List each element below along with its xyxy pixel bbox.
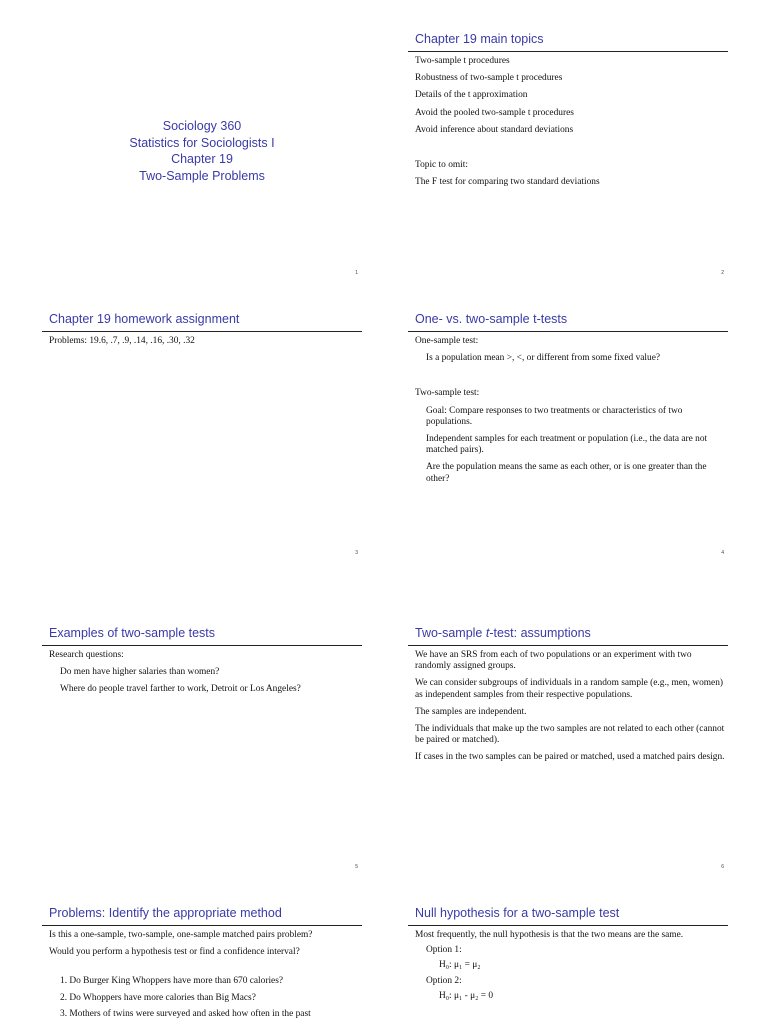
slide-body bbox=[408, 646, 728, 764]
slide-number: 1 bbox=[355, 270, 358, 276]
topic-item: Details of the t approximation bbox=[415, 90, 528, 101]
assumption-item: The samples are independent. bbox=[415, 706, 527, 717]
topic-item: Avoid inference about standard deviations bbox=[415, 124, 574, 135]
research-question: Do men have higher salaries than women? bbox=[60, 667, 220, 678]
option-label: Option 2: bbox=[426, 975, 462, 986]
problems-list: Problems: 19.6, .7, .9, .14, .16, .30, .32 bbox=[49, 336, 195, 346]
option-label: Option 1: bbox=[426, 945, 462, 956]
prompt-question: Is this a one-sample, two-sample, one-sample matched pairs problem? bbox=[49, 930, 313, 940]
slide-7 bbox=[42, 904, 362, 1034]
slide-title: Chapter 19 main topics bbox=[415, 32, 544, 46]
assumption-item: We can consider subgroups of individuals in a random sample (e.g., men, women) as independent samples from their respective populations. bbox=[415, 678, 724, 700]
slide-body bbox=[42, 926, 362, 1020]
course-name: Sociology 360 bbox=[162, 119, 242, 133]
chapter-label: Chapter 19 bbox=[171, 152, 233, 166]
chapter-title: Two-Sample Problems bbox=[139, 168, 265, 183]
research-question: Where do people travel farther to work, Detroit or Los Angeles? bbox=[60, 684, 301, 695]
slide-2 bbox=[408, 30, 728, 288]
slide-title bbox=[415, 624, 728, 642]
slide-title: Null hypothesis for a two-sample test bbox=[415, 906, 620, 920]
two-sample-label: Two-sample test: bbox=[415, 388, 480, 399]
assumption-item: We have an SRS from each of two populations or an experiment with two randomly assigned groups. bbox=[415, 650, 692, 672]
topic-item: Robustness of two-sample t procedures bbox=[415, 73, 563, 84]
null-intro: Most frequently, the null hypothesis is that the two means are the same. bbox=[415, 930, 684, 940]
two-sample-item: Independent samples for each treatment or population (i.e., the data are not matched pairs). bbox=[426, 434, 708, 456]
title-italic-t: t bbox=[485, 626, 490, 640]
omit-label: Topic to omit: bbox=[415, 160, 468, 171]
research-label: Research questions: bbox=[49, 650, 124, 660]
slide-4 bbox=[408, 310, 728, 568]
slide-5 bbox=[42, 624, 362, 882]
problem-list bbox=[49, 976, 362, 1020]
topic-item: Avoid the pooled two-sample t procedures bbox=[415, 107, 574, 118]
slide-number: 4 bbox=[721, 550, 724, 556]
slide-body bbox=[408, 332, 728, 485]
slide-title: Problems: Identify the appropriate method bbox=[49, 906, 282, 920]
slide-3 bbox=[42, 310, 362, 568]
slide-title: Examples of two-sample tests bbox=[49, 626, 216, 640]
slide-title: One- vs. two-sample t-tests bbox=[415, 312, 568, 326]
title-text: Two-sample bbox=[415, 626, 486, 640]
problem-item: 3. Mothers of twins were surveyed and asked how often in the past bbox=[60, 1008, 311, 1019]
omit-item: The F test for comparing two standard deviations bbox=[415, 177, 600, 188]
slide-body bbox=[42, 646, 362, 696]
topic-item: Two-sample t procedures bbox=[415, 56, 510, 66]
slide-number: 3 bbox=[355, 550, 358, 556]
slide-body bbox=[42, 332, 362, 347]
assumption-item: The individuals that make up the two samples are not related to each other (cannot be paired or matched). bbox=[415, 724, 725, 746]
problem-item: 1. Do Burger King Whoppers have more than 670 calories? bbox=[60, 976, 284, 987]
title-text: -test: assumptions bbox=[489, 626, 591, 640]
problem-item: 2. Do Whoppers have more calories than Big Macs? bbox=[60, 992, 256, 1003]
two-sample-item: Are the population means the same as each other, or is one greater than the other? bbox=[426, 462, 707, 484]
course-subtitle: Statistics for Sociologists I bbox=[129, 135, 275, 150]
slide-number: 5 bbox=[355, 864, 358, 870]
hypothesis: H₀: μ₁ = μ₂ bbox=[439, 960, 481, 971]
two-sample-item: Goal: Compare responses to two treatments or characteristics of two populations. bbox=[426, 405, 683, 427]
assumption-item: If cases in the two samples can be paired or matched, used a matched pairs design. bbox=[415, 752, 725, 763]
slide-8 bbox=[408, 904, 728, 1034]
slide-6 bbox=[408, 624, 728, 882]
slide-body bbox=[408, 52, 728, 188]
slide-title: Chapter 19 homework assignment bbox=[49, 312, 240, 326]
title-block bbox=[42, 118, 362, 184]
prompt-question: Would you perform a hypothesis test or find a confidence interval? bbox=[49, 947, 300, 958]
one-sample-label: One-sample test: bbox=[415, 336, 479, 346]
slide-number: 2 bbox=[721, 270, 724, 276]
hypothesis: H₀: μ₁ - μ₂ = 0 bbox=[439, 990, 494, 1001]
slide-number: 6 bbox=[721, 864, 724, 870]
slide-body bbox=[408, 926, 728, 1002]
one-sample-item: Is a population mean >, <, or different from some fixed value? bbox=[426, 353, 661, 364]
